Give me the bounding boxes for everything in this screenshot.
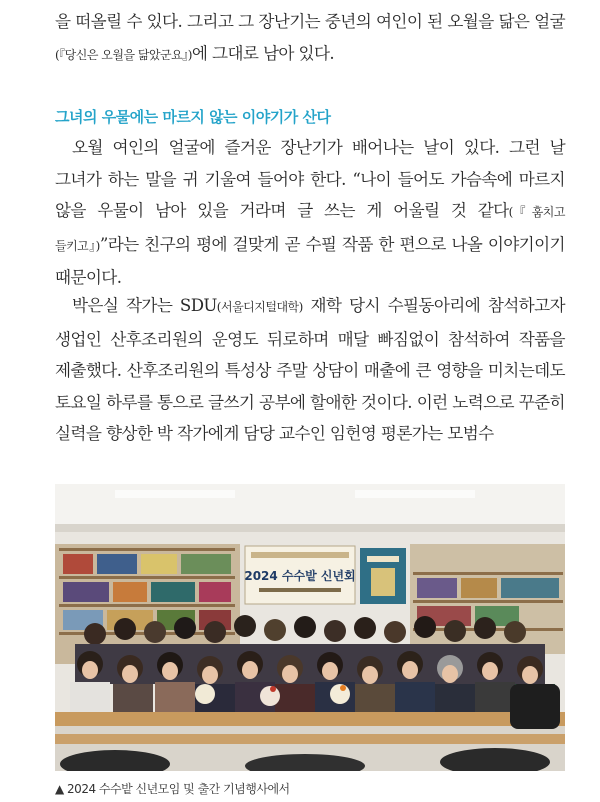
- section-heading: 그녀의 우물에는 마르지 않는 이야기가 산다: [55, 108, 331, 126]
- banner-title: 2024 수수밭 신년회: [244, 569, 356, 583]
- group-photo: [55, 484, 565, 771]
- body-paragraph-2: 박은실 작가는 SDU(서울디지털대학) 재학 당시 수필동아리에 참석하고자 생업인 산후조리원의 운영도 뒤로하며 매달 빠짐없이 참석하여 작품을 제출했다. 산후조리원의 특성상 주말 상담이 매출에 큰 영향을 미치는데도 토요일 하루를 통으로 글쓰기 공부에 할애한 것이다. 이런 노력으로 꾸준히 실력을 향상한 박 작가에게 담당 교수인 임헌영 평론가는 모범수: [55, 296, 565, 443]
- group-photo-illustration: [55, 484, 565, 771]
- body-paragraph-1: 오월 여인의 얼굴에 즐거운 장난기가 배어나는 날이 있다. 그런 날 그녀가 하는 말을 귀 기울여 들어야 한다. “나이 들어도 가슴속에 마르지 않을 우물이 남아 있을 거라며 글 쓰는 게 어울릴 것 같다(『훔치고 들키고』)”라는 친구의 평에 걸맞게 곧 수필 작품 한 편으로 나올 이야기이기 때문이다.: [55, 138, 565, 287]
- photo-caption: ▲ 2024 수수밭 신년모임 및 출간 기념행사에서: [55, 782, 290, 796]
- intro-paragraph: 을 떠올릴 수 있다. 그리고 그 장난기는 중년의 여인이 된 오월을 닮은 얼굴(『당신은 오월을 닮았군요』)에 그대로 남아 있다.: [55, 12, 565, 63]
